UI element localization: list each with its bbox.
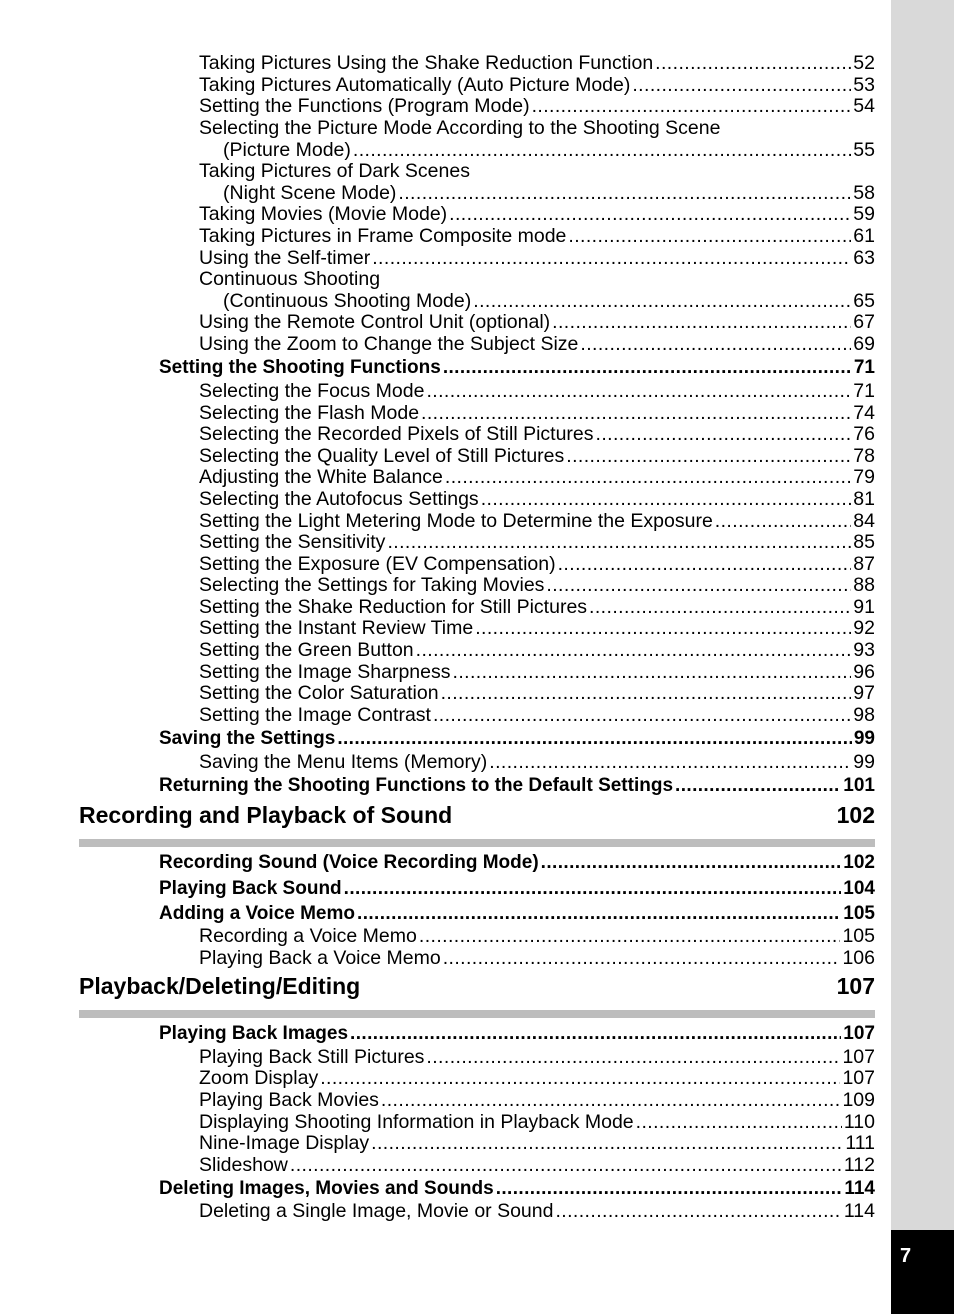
toc-entry[interactable]: Selecting the Quality Level of Still Pictures ..... 78: [199, 445, 875, 467]
chapter-heading[interactable]: Playback/Deleting/Editing 107: [79, 973, 875, 999]
toc-entry[interactable]: Nine-Image Display ..... 111: [199, 1132, 875, 1154]
toc-entry[interactable]: Recording a Voice Memo ..... 105: [199, 925, 875, 947]
side-band: [891, 0, 954, 1314]
toc-heading[interactable]: Deleting Images, Movies and Sounds ..... 114: [159, 1178, 875, 1200]
toc-heading[interactable]: Recording Sound (Voice Recording Mode) ..... 102: [159, 852, 875, 874]
toc-entry[interactable]: Setting the Instant Review Time ..... 92: [199, 617, 875, 639]
toc-entry[interactable]: Setting the Light Metering Mode to Determine the Exposure ..... 84: [199, 510, 875, 532]
toc-entry[interactable]: Setting the Sensitivity ..... 85: [199, 531, 875, 553]
toc-entry[interactable]: Setting the Functions (Program Mode) ..... 54: [199, 95, 875, 117]
page-number-tab: [891, 1230, 954, 1314]
page-number: 7: [900, 1245, 912, 1267]
toc-entry[interactable]: Selecting the Flash Mode ..... 74: [199, 402, 875, 424]
toc-entry[interactable]: Taking Pictures Automatically (Auto Picture Mode) ..... 53: [199, 74, 875, 96]
toc-entry[interactable]: Taking Pictures Using the Shake Reduction Function ..... 52: [199, 52, 875, 74]
toc-entry[interactable]: Taking Movies (Movie Mode) ..... 59: [199, 203, 875, 225]
toc-entry[interactable]: Setting the Image Sharpness ..... 96: [199, 661, 875, 683]
toc-entry[interactable]: (Continuous Shooting Mode) ..... 65: [223, 290, 875, 312]
toc-entry[interactable]: (Night Scene Mode) ..... 58: [223, 182, 875, 204]
toc-heading[interactable]: Setting the Shooting Functions ..... 71: [159, 357, 875, 379]
toc-entry[interactable]: Setting the Green Button ..... 93: [199, 639, 875, 661]
toc-entry[interactable]: Setting the Color Saturation ..... 97: [199, 682, 875, 704]
toc-entry[interactable]: Selecting the Focus Mode ..... 71: [199, 380, 875, 402]
toc-heading[interactable]: Adding a Voice Memo ..... 105: [159, 903, 875, 925]
toc-entry[interactable]: Slideshow ..... 112: [199, 1154, 875, 1176]
toc-entry-title[interactable]: Taking Pictures of Dark Scenes: [199, 160, 470, 182]
chapter-heading[interactable]: Recording and Playback of Sound 102: [79, 802, 875, 828]
toc-entry[interactable]: Zoom Display ..... 107: [199, 1067, 875, 1089]
toc-entry[interactable]: Saving the Menu Items (Memory) ..... 99: [199, 751, 875, 773]
toc-entry[interactable]: Using the Zoom to Change the Subject Size ..... 69: [199, 333, 875, 355]
toc-entry[interactable]: Setting the Image Contrast ..... 98: [199, 704, 875, 726]
toc-entry[interactable]: Deleting a Single Image, Movie or Sound ..... 114: [199, 1200, 875, 1222]
toc-heading[interactable]: Playing Back Images ..... 107: [159, 1023, 875, 1045]
toc-entry[interactable]: Displaying Shooting Information in Playback Mode ..... 110: [199, 1111, 875, 1133]
toc-entry[interactable]: Selecting the Recorded Pixels of Still Pictures ..... 76: [199, 423, 875, 445]
toc-heading[interactable]: Saving the Settings ..... 99: [159, 728, 875, 750]
toc-entry[interactable]: Selecting the Settings for Taking Movies ..... 88: [199, 574, 875, 596]
toc-entry-title[interactable]: Selecting the Picture Mode According to the Shooting Scene: [199, 117, 721, 139]
toc-entry[interactable]: Playing Back Movies ..... 109: [199, 1089, 875, 1111]
toc-entry[interactable]: Adjusting the White Balance ..... 79: [199, 466, 875, 488]
toc-entry[interactable]: Using the Self-timer ..... 63: [199, 247, 875, 269]
toc-entry[interactable]: Taking Pictures in Frame Composite mode ..... 61: [199, 225, 875, 247]
chapter-rule: [79, 1010, 875, 1018]
toc-entry[interactable]: Selecting the Autofocus Settings ..... 81: [199, 488, 875, 510]
toc-entry[interactable]: Playing Back a Voice Memo ..... 106: [199, 947, 875, 969]
toc-entry[interactable]: Setting the Exposure (EV Compensation) ..... 87: [199, 553, 875, 575]
toc-heading[interactable]: Returning the Shooting Functions to the Default Settings ..... 101: [159, 775, 875, 797]
toc-entry[interactable]: Using the Remote Control Unit (optional) ..... 67: [199, 311, 875, 333]
toc-entry[interactable]: (Picture Mode) ..... 55: [223, 139, 875, 161]
chapter-rule: [79, 839, 875, 847]
toc-entry[interactable]: Setting the Shake Reduction for Still Pictures ..... 91: [199, 596, 875, 618]
toc-heading[interactable]: Playing Back Sound ..... 104: [159, 878, 875, 900]
toc-entry-title[interactable]: Continuous Shooting: [199, 268, 381, 290]
toc-entry[interactable]: Playing Back Still Pictures ..... 107: [199, 1046, 875, 1068]
